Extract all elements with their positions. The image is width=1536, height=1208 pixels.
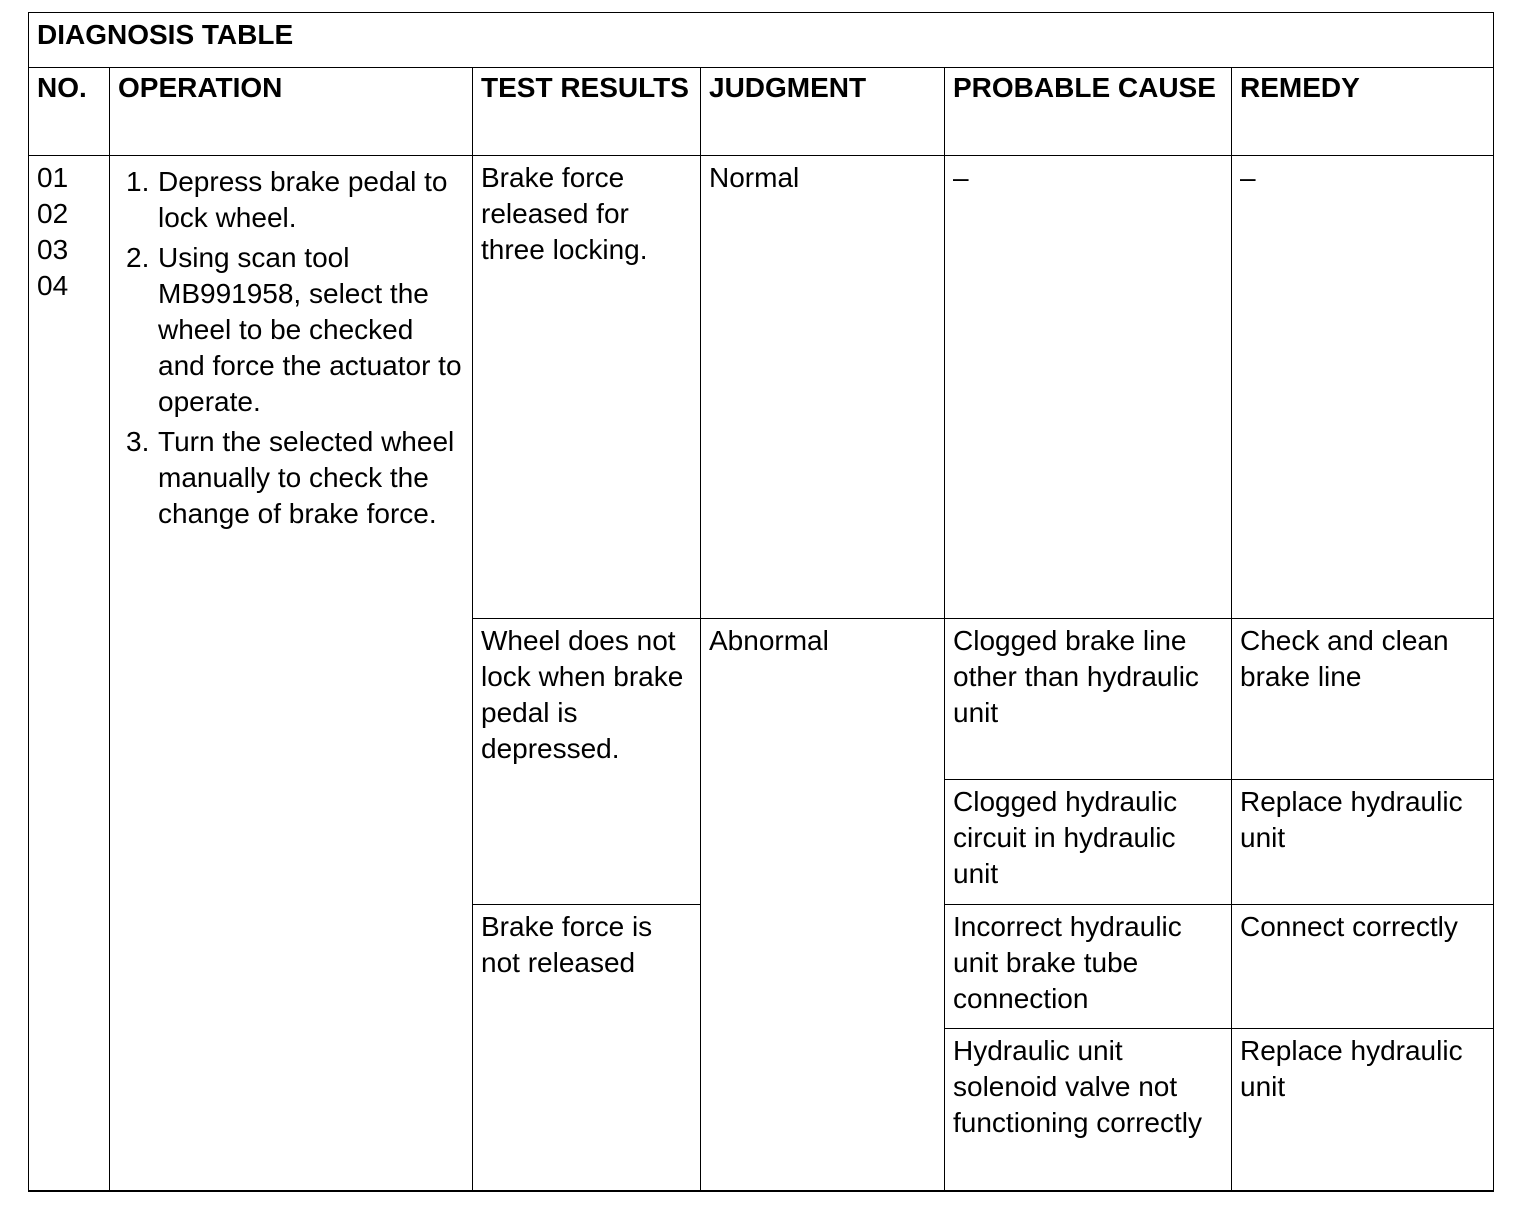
table-title-row (29, 13, 1494, 68)
diagnosis-table (28, 12, 1494, 1192)
cause-normal: – (945, 156, 1232, 619)
operation-step (118, 424, 464, 532)
step-number: 2. (126, 242, 150, 273)
cause-cell: Clogged brake line other than hydraulic unit (945, 619, 1232, 780)
judgment-normal: Normal (701, 156, 945, 619)
number-item: 02 (37, 198, 69, 229)
number-item: 01 (37, 162, 69, 193)
operation-step (118, 164, 464, 236)
operation-step (118, 240, 464, 420)
remedy-cell: Check and clean brake line (1232, 619, 1494, 780)
remedy-cell: Replace hydraulic unit (1232, 780, 1494, 905)
remedy-cell: Replace hydraulic unit (1232, 1029, 1494, 1191)
header-probable-cause: PROBABLE CAUSE (945, 68, 1232, 156)
table-header-row (29, 68, 1494, 156)
step-text: Depress brake pedal to lock wheel. (158, 166, 448, 233)
header-operation: OPERATION (110, 68, 473, 156)
test-result-wheel-not-lock: Wheel does not lock when brake pedal is depressed. (473, 619, 701, 905)
table-row (29, 156, 1494, 619)
header-test-results: TEST RESULTS (473, 68, 701, 156)
step-text: Using scan tool MB991958, select the wheel to be checked and force the actuator to operate. (158, 242, 462, 417)
test-result-normal: Brake force released for three locking. (473, 156, 701, 619)
cause-cell: Clogged hydraulic circuit in hydraulic unit (945, 780, 1232, 905)
remedy-cell: Connect correctly (1232, 905, 1494, 1029)
step-number: 1. (126, 166, 150, 197)
header-judgment: JUDGMENT (701, 68, 945, 156)
number-item: 03 (37, 234, 69, 265)
header-remedy: REMEDY (1232, 68, 1494, 156)
cause-cell: Incorrect hydraulic unit brake tube connection (945, 905, 1232, 1029)
number-item: 04 (37, 270, 69, 301)
number-cell (29, 156, 110, 1191)
header-no: NO. (29, 68, 110, 156)
operation-steps (118, 164, 464, 532)
remedy-normal: – (1232, 156, 1494, 619)
step-number: 3. (126, 426, 150, 457)
cause-cell: Hydraulic unit solenoid valve not functioning correctly (945, 1029, 1232, 1191)
step-text: Turn the selected wheel manually to check the change of brake force. (158, 426, 455, 529)
table-title: DIAGNOSIS TABLE (29, 13, 1494, 68)
judgment-abnormal: Abnormal (701, 619, 945, 1191)
operation-cell (110, 156, 473, 1191)
test-result-not-released: Brake force is not released (473, 905, 701, 1191)
